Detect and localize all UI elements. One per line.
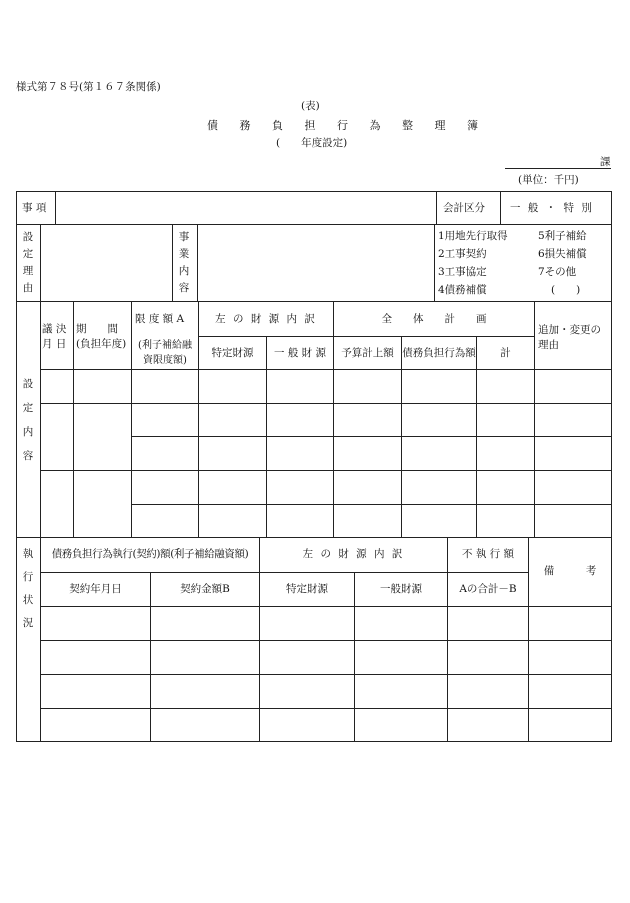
row-divider [40, 470, 612, 471]
row-divider [131, 436, 612, 437]
row-divider [16, 224, 612, 225]
department-line [505, 168, 611, 169]
document-title: 債 務 負 担 行 為 整 理 簿 [207, 119, 487, 132]
col-specific-fund: 特定財源 [211, 347, 254, 359]
col-divider [131, 301, 132, 538]
row-divider [40, 369, 612, 370]
col-divider [55, 191, 56, 225]
col-divider [354, 572, 355, 742]
col-budget-amount: 予算計上額 [341, 347, 394, 359]
row-divider [40, 674, 612, 675]
table-border [611, 191, 612, 742]
col-non-executed-sub: Aの合計－B [459, 583, 517, 595]
fiscal-year-setting: ( 年度設定) [276, 137, 348, 149]
col-divider [150, 572, 151, 742]
table-side-label: (表) [301, 100, 320, 112]
col-contract-date: 契約年月日 [69, 583, 122, 595]
col-fund-breakdown: 左 の 財 源 内 訳 [215, 313, 317, 325]
execution-side-label: 執 行 状 況 [22, 548, 34, 629]
col-change-reason: 追加・変更の 理由 [538, 324, 601, 351]
col-divider [434, 224, 435, 302]
department-suffix: 課 [600, 156, 611, 168]
col-general-fund: 一 般 財 源 [273, 347, 326, 359]
reason-option: 6損失補償 [538, 248, 587, 260]
table-border [16, 741, 612, 742]
col-limit-amount: 限 度 額 A [135, 313, 185, 325]
col-general-fund: 一般財源 [380, 583, 422, 595]
row-divider [198, 336, 535, 337]
reason-option: 1用地先行取得 [438, 230, 508, 242]
row-divider [40, 708, 612, 709]
row-divider [40, 572, 529, 573]
item-label: 事 項 [22, 202, 47, 214]
col-divider [73, 301, 74, 538]
reason-option: 7その他 [538, 266, 577, 278]
col-debt-amount: 債務負担行為額 [402, 347, 476, 359]
row-divider [40, 640, 612, 641]
col-plan-total: 計 [500, 347, 511, 359]
col-divider [40, 224, 41, 302]
col-contract-amount: 契約金額B [180, 583, 230, 595]
row-divider [131, 504, 612, 505]
setting-reason-label: 設 定 理 由 [22, 231, 34, 294]
col-divider [172, 224, 173, 302]
col-execution-amount: 債務負担行為執行(契約)額(利子補給融資額) [51, 548, 249, 560]
content-side-label: 設 定 内 容 [22, 378, 34, 462]
account-label: 会計区分 [443, 202, 485, 214]
form-number: 様式第７８号(第１６７条関係) [16, 81, 161, 93]
reason-option: 4債務補償 [438, 284, 487, 296]
col-limit-sub: (利子補給融 資限度額) [138, 340, 192, 366]
col-resolution-date: 議 決 月 日 [42, 323, 67, 350]
col-period: 期 間 (負担年度) [76, 323, 127, 350]
reason-option: 2工事契約 [438, 248, 487, 260]
col-non-executed: 不 執 行 額 [461, 548, 514, 560]
account-value: 一 般 ・ 特 別 [510, 202, 594, 214]
unit-label: (単位：千円) [518, 174, 579, 186]
col-divider [401, 336, 402, 538]
row-divider [16, 301, 612, 302]
col-remarks: 備 考 [543, 565, 597, 577]
col-fund-breakdown: 左 の 財 源 内 訳 [302, 548, 405, 560]
table-border [16, 191, 612, 192]
row-divider [40, 403, 612, 404]
col-divider [476, 336, 477, 538]
business-content-label: 事 業 内 容 [178, 231, 190, 294]
reason-option: 5利子補給 [538, 230, 587, 242]
col-divider [197, 224, 198, 302]
row-divider [40, 606, 612, 607]
col-divider [436, 191, 437, 225]
reason-option: 3工事協定 [438, 266, 487, 278]
col-divider [500, 191, 501, 225]
col-specific-fund: 特定財源 [286, 583, 328, 595]
col-overall-plan: 全 体 計 画 [381, 313, 487, 325]
reason-option: ( ) [551, 284, 581, 296]
table-border [16, 191, 17, 742]
col-divider [266, 336, 267, 538]
col-divider [40, 301, 41, 538]
section-divider [16, 537, 612, 538]
